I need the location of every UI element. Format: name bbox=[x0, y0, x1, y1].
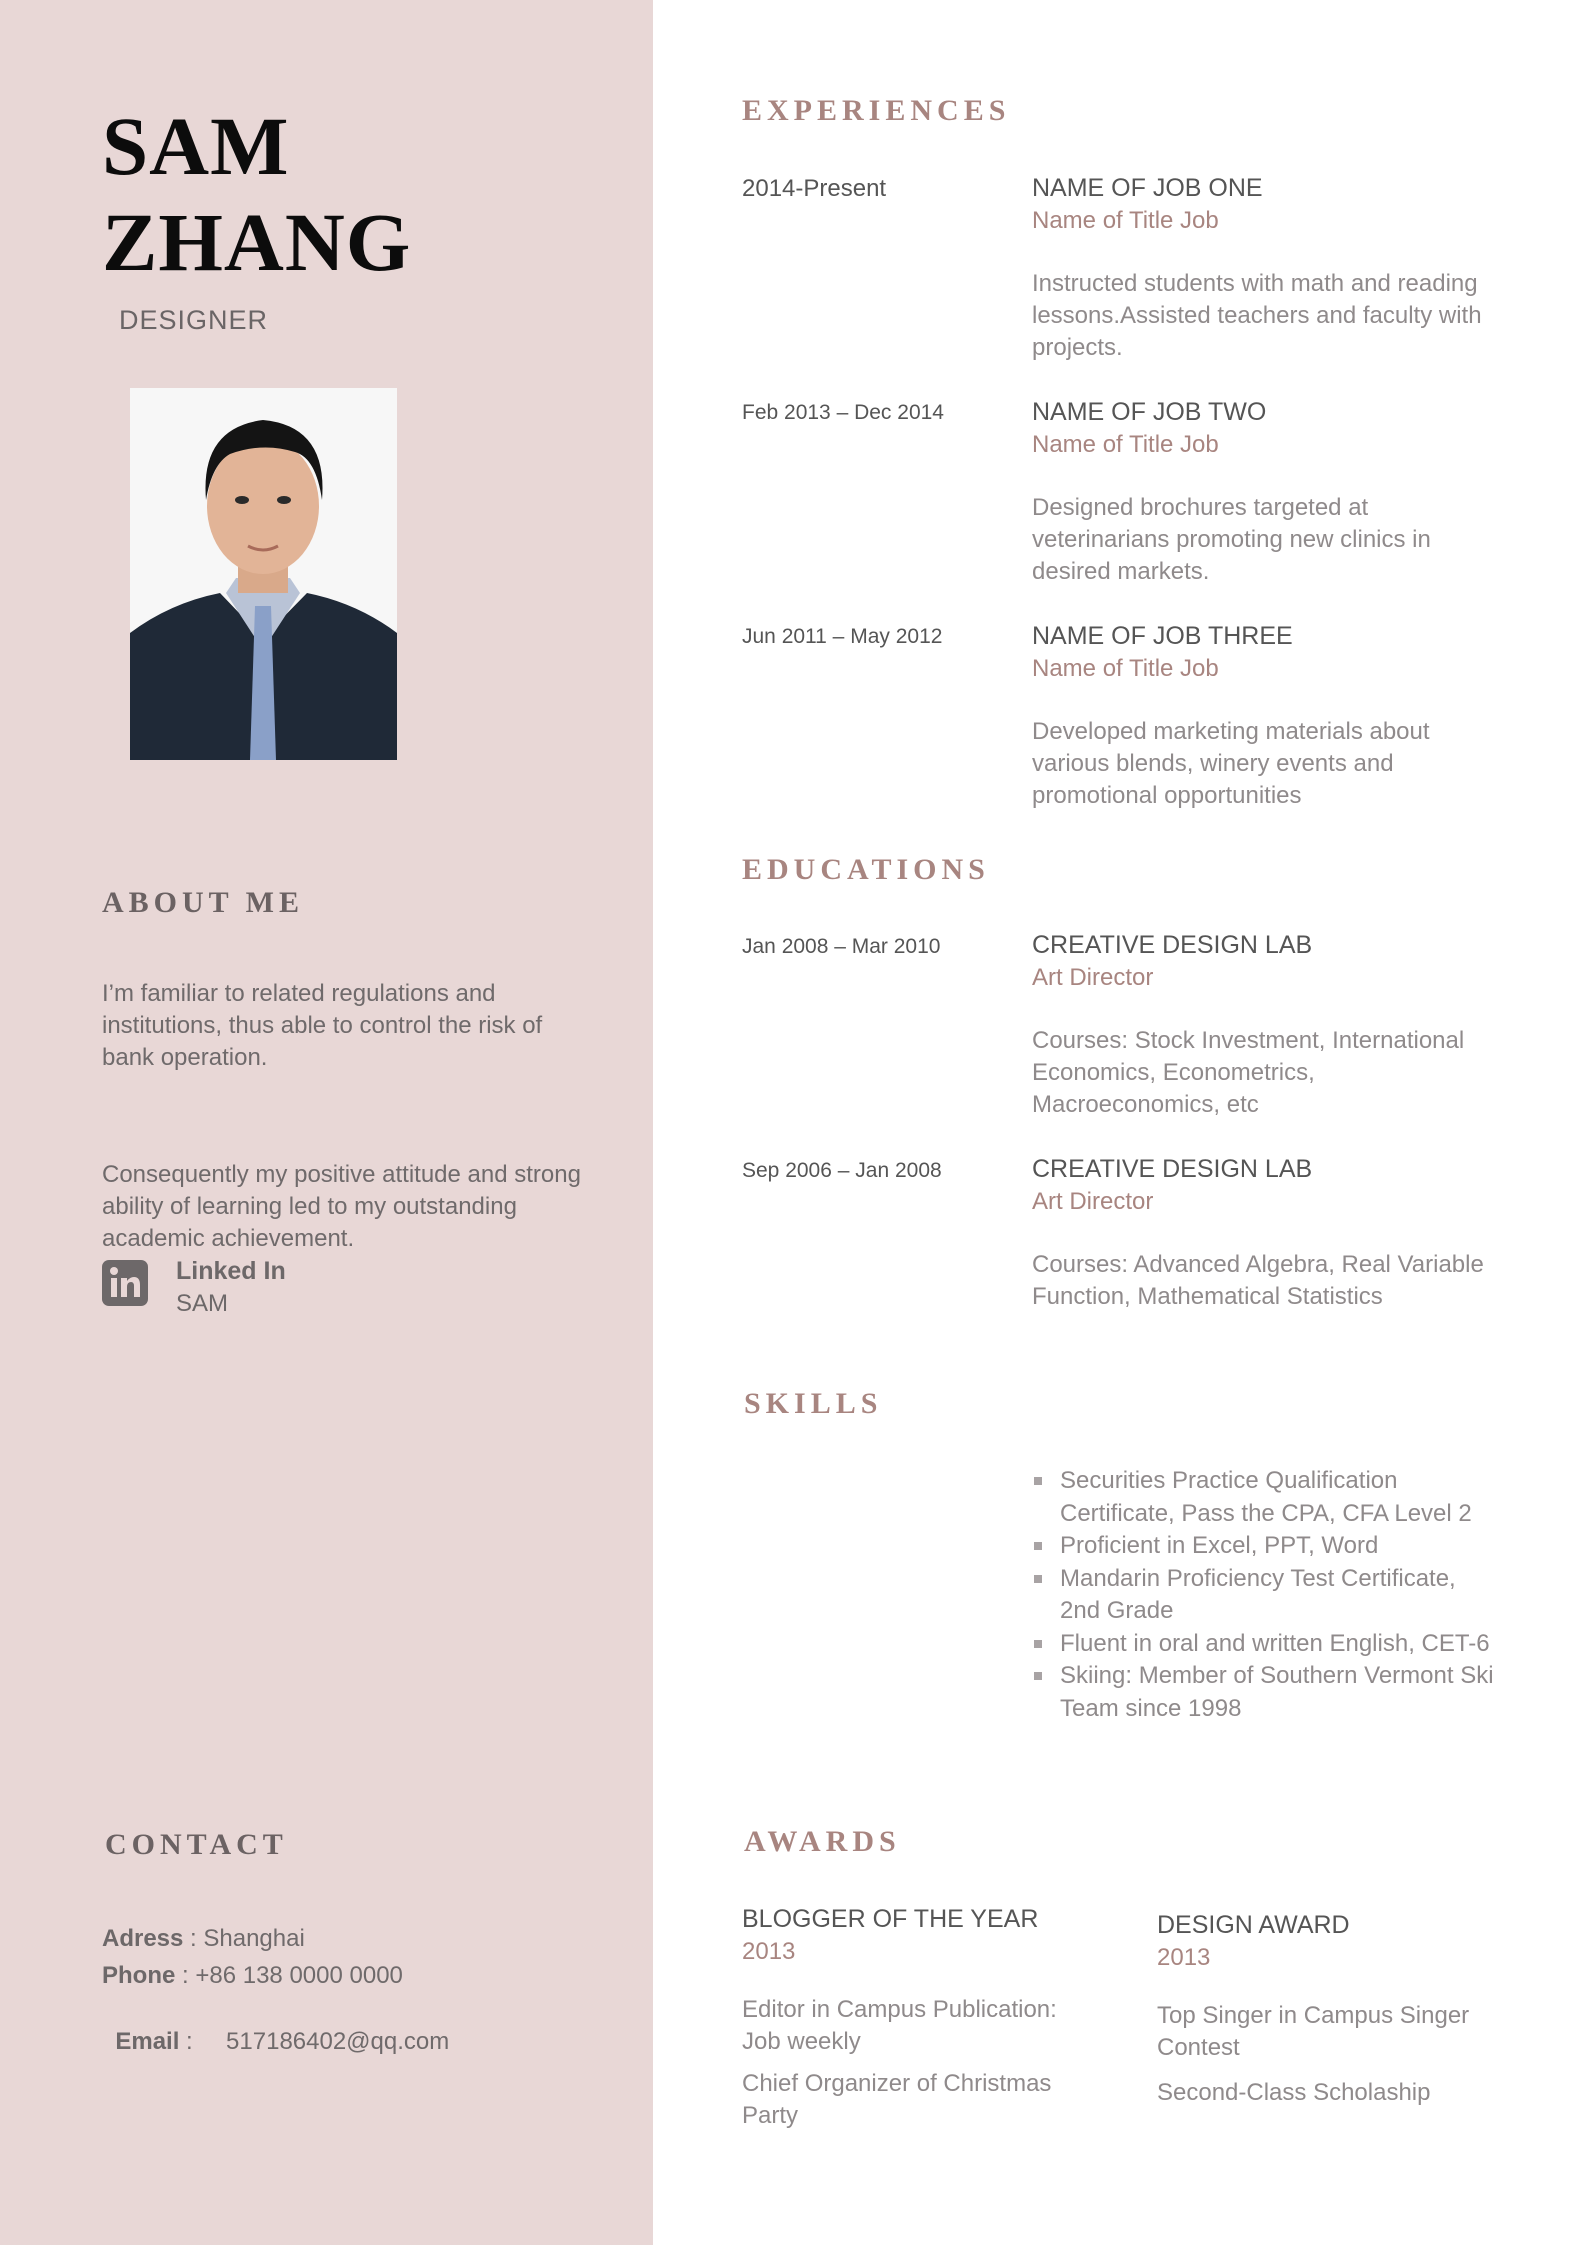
full-name bbox=[102, 98, 411, 290]
skill-item: Proficient in Excel, PPT, Word bbox=[1032, 1530, 1502, 1563]
phone-label: Phone bbox=[102, 1962, 176, 1989]
about-paragraph-2: Consequently my positive attitude and strong ability of learning led to my outstanding academic achievement. bbox=[102, 1161, 581, 1252]
contact-phone bbox=[102, 1962, 403, 1990]
skill-item: Mandarin Proficiency Test Certificate, 2nd Grade bbox=[1032, 1563, 1502, 1628]
contact-address bbox=[102, 1925, 305, 1953]
award-title-2: DESIGN AWARD bbox=[1157, 1911, 1350, 1939]
skill-item: Fluent in oral and written English, CET-6 bbox=[1032, 1628, 1502, 1661]
education-title-1: CREATIVE DESIGN LAB bbox=[1032, 931, 1313, 959]
education-title-2: CREATIVE DESIGN LAB bbox=[1032, 1155, 1313, 1183]
skill-item: Skiing: Member of Southern Vermont Ski Team since 1998 bbox=[1032, 1660, 1502, 1725]
experience-subtitle-2: Name of Title Job bbox=[1032, 431, 1219, 458]
education-subtitle-2: Art Director bbox=[1032, 1188, 1154, 1215]
award-title-1: BLOGGER OF THE YEAR bbox=[742, 1905, 1039, 1933]
experience-date-1: 2014-Present bbox=[742, 175, 887, 202]
award-line-2a: Top Singer in Campus Singer Contest bbox=[1157, 2002, 1470, 2061]
experience-date-2: Feb 2013 – Dec 2014 bbox=[742, 401, 944, 424]
email-value[interactable]: : 517186402@qq.com bbox=[179, 2028, 450, 2055]
address-label: Adress bbox=[102, 1925, 184, 1952]
contact-email bbox=[102, 2000, 449, 2056]
experience-description-1: Instructed students with math and reading lessons.Assisted teachers and faculty with projects. bbox=[1032, 270, 1482, 361]
award-line-2b: Second-Class Scholaship bbox=[1157, 2079, 1431, 2106]
profile-photo bbox=[130, 388, 397, 760]
skills-heading: SKILLS bbox=[744, 1387, 883, 1420]
experience-title-2: NAME OF JOB TWO bbox=[1032, 398, 1267, 426]
award-line-1b: Chief Organizer of Christmas Party bbox=[742, 2070, 1052, 2129]
skill-item: Securities Practice Qualification Certificate, Pass the CPA, CFA Level 2 bbox=[1032, 1465, 1502, 1530]
award-year-1: 2013 bbox=[742, 1938, 796, 1965]
education-subtitle-1: Art Director bbox=[1032, 964, 1154, 991]
education-description-1: Courses: Stock Investment, International Economics, Econometrics, Macroeconomics, etc bbox=[1032, 1027, 1465, 1118]
experience-title-1: NAME OF JOB ONE bbox=[1032, 174, 1263, 202]
sidebar bbox=[0, 0, 653, 2245]
last-name: ZHANG bbox=[102, 196, 412, 288]
educations-heading: EDUCATIONS bbox=[742, 853, 990, 886]
experience-title-3: NAME OF JOB THREE bbox=[1032, 622, 1293, 650]
experience-subtitle-3: Name of Title Job bbox=[1032, 655, 1219, 682]
first-name: SAM bbox=[102, 100, 290, 192]
linkedin-icon[interactable] bbox=[102, 1260, 148, 1306]
experience-date-3: Jun 2011 – May 2012 bbox=[742, 625, 943, 648]
phone-value: : +86 138 0000 0000 bbox=[175, 1962, 403, 1989]
award-line-1a: Editor in Campus Publication: Job weekly bbox=[742, 1996, 1057, 2055]
address-value: : Shanghai bbox=[183, 1925, 305, 1952]
education-date-2: Sep 2006 – Jan 2008 bbox=[742, 1159, 942, 1182]
linkedin-title[interactable]: Linked In bbox=[176, 1257, 286, 1285]
experience-description-3: Developed marketing materials about various blends, winery events and promotional opportunities bbox=[1032, 718, 1430, 809]
job-role: DESIGNER bbox=[119, 305, 269, 335]
skills-list bbox=[1032, 1465, 1502, 1725]
person-portrait-icon bbox=[130, 388, 397, 760]
about-heading: ABOUT ME bbox=[102, 886, 304, 919]
contact-heading: CONTACT bbox=[105, 1828, 288, 1861]
linkedin-name: SAM bbox=[176, 1290, 229, 1317]
experiences-heading: EXPERIENCES bbox=[742, 94, 1011, 127]
about-paragraph-1: I’m familiar to related regulations and institutions, thus able to control the risk of bank operation. bbox=[102, 980, 543, 1071]
education-date-1: Jan 2008 – Mar 2010 bbox=[742, 935, 941, 958]
awards-heading: AWARDS bbox=[744, 1825, 901, 1858]
email-label: Email bbox=[115, 2028, 180, 2055]
education-description-2: Courses: Advanced Algebra, Real Variable Function, Mathematical Statistics bbox=[1032, 1251, 1484, 1310]
award-year-2: 2013 bbox=[1157, 1944, 1211, 1971]
experience-description-2: Designed brochures targeted at veterinarians promoting new clinics in desired markets. bbox=[1032, 494, 1431, 585]
experience-subtitle-1: Name of Title Job bbox=[1032, 207, 1219, 234]
